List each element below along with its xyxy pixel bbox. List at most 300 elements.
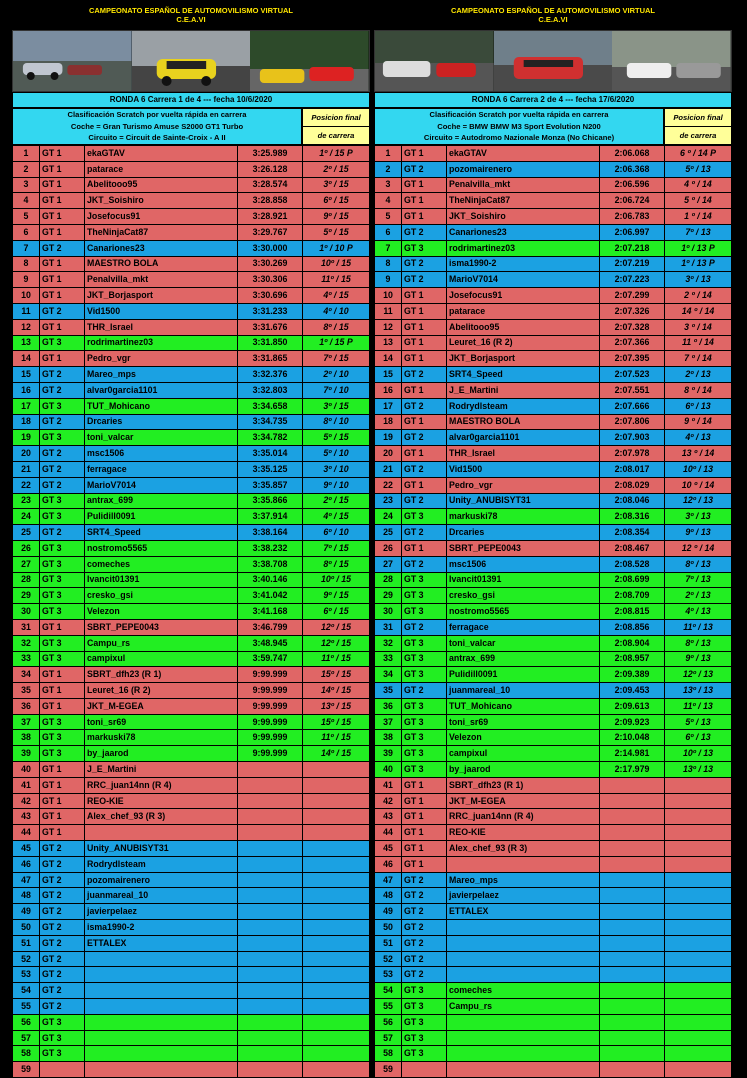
- table-row: [375, 588, 732, 604]
- lap-time: 2:07.978: [600, 446, 665, 462]
- table-row: [375, 856, 732, 872]
- driver-name: pozomairenero: [85, 872, 238, 888]
- table-row: [13, 240, 370, 256]
- final-position: 9 º / 14: [665, 414, 732, 430]
- final-position: 7 º / 14: [665, 351, 732, 367]
- race-label: de carrera: [317, 131, 355, 140]
- championship-name: CAMPEONATO ESPAÑOL DE AUTOMOVILISMO VIRTUAL: [450, 6, 656, 15]
- final-position: 4º / 13: [665, 430, 732, 446]
- final-position: [303, 983, 370, 999]
- driver-name: Drcaries: [85, 414, 238, 430]
- table-row: [375, 319, 732, 335]
- class-cell: GT 1: [40, 698, 85, 714]
- row-number: 57: [375, 1030, 402, 1046]
- lap-time: [238, 951, 303, 967]
- class-cell: GT 1: [40, 809, 85, 825]
- table-row: [375, 398, 732, 414]
- final-position: 11º / 13: [665, 698, 732, 714]
- final-position: 5º / 15: [303, 224, 370, 240]
- class-cell: GT 2: [402, 619, 447, 635]
- table-row: [13, 477, 370, 493]
- race-info-box: [12, 108, 302, 145]
- class-cell: GT 2: [40, 382, 85, 398]
- lap-time: 2:09.453: [600, 683, 665, 699]
- table-row: [13, 604, 370, 620]
- driver-name: [85, 999, 238, 1015]
- driver-name: patarace: [447, 303, 600, 319]
- final-position: [665, 825, 732, 841]
- table-row: [13, 272, 370, 288]
- class-cell: GT 1: [402, 777, 447, 793]
- row-number: 58: [375, 1046, 402, 1062]
- final-position: 10º / 15: [303, 256, 370, 272]
- lap-time: 3:34.735: [238, 414, 303, 430]
- row-number: 40: [375, 762, 402, 778]
- circuit-label: Circuito = Autodromo Nazionale Monza (No Chicane): [423, 133, 615, 143]
- table-row: [375, 572, 732, 588]
- lap-time: 3:35.866: [238, 493, 303, 509]
- lap-time: 2:06.596: [600, 177, 665, 193]
- class-cell: GT 2: [40, 477, 85, 493]
- driver-name: THR_Israel: [85, 319, 238, 335]
- final-position: [303, 967, 370, 983]
- class-cell: GT 3: [40, 540, 85, 556]
- class-cell: GT 2: [40, 951, 85, 967]
- class-cell: GT 1: [402, 856, 447, 872]
- driver-name: ETTALEX: [447, 904, 600, 920]
- table-row: [375, 762, 732, 778]
- driver-name: J_E_Martini: [447, 382, 600, 398]
- driver-name: [447, 1030, 600, 1046]
- final-position: 5º / 15: [303, 430, 370, 446]
- row-number: 13: [375, 335, 402, 351]
- lap-time: [600, 1046, 665, 1062]
- driver-name: [447, 935, 600, 951]
- table-row: [13, 382, 370, 398]
- driver-name: REO-KIE: [447, 825, 600, 841]
- table-row: [375, 604, 732, 620]
- row-number: 31: [13, 619, 40, 635]
- lap-time: 3:31.850: [238, 335, 303, 351]
- class-cell: GT 1: [402, 477, 447, 493]
- row-number: 45: [375, 841, 402, 857]
- lap-time: [600, 1062, 665, 1078]
- class-cell: GT 1: [40, 619, 85, 635]
- class-cell: GT 2: [402, 525, 447, 541]
- class-cell: GT 2: [40, 414, 85, 430]
- class-cell: GT 2: [40, 872, 85, 888]
- driver-name: J_E_Martini: [85, 762, 238, 778]
- class-cell: GT 2: [40, 367, 85, 383]
- row-number: 16: [13, 382, 40, 398]
- table-row: [375, 872, 732, 888]
- lap-time: 3:28.858: [238, 193, 303, 209]
- table-row: [375, 935, 732, 951]
- final-position: 6º / 10: [303, 525, 370, 541]
- final-position: 7º / 15: [303, 540, 370, 556]
- final-position: 2º / 13: [665, 588, 732, 604]
- class-cell: GT 1: [40, 793, 85, 809]
- lap-time: [238, 888, 303, 904]
- race-photo-2: [132, 31, 251, 91]
- class-cell: GT 1: [40, 683, 85, 699]
- table-row: [375, 272, 732, 288]
- row-number: 8: [375, 256, 402, 272]
- table-row: [13, 303, 370, 319]
- table-row: [375, 619, 732, 635]
- final-position: [665, 809, 732, 825]
- class-cell: GT 3: [402, 1014, 447, 1030]
- class-cell: GT 1: [40, 762, 85, 778]
- lap-time: [238, 999, 303, 1015]
- table-row: [375, 525, 732, 541]
- driver-name: [85, 1062, 238, 1078]
- final-position: 3º / 10: [303, 461, 370, 477]
- table-row: [375, 809, 732, 825]
- driver-name: JKT_M-EGEA: [85, 698, 238, 714]
- table-row: [13, 367, 370, 383]
- final-position: [665, 841, 732, 857]
- table-row: [375, 414, 732, 430]
- driver-name: [447, 967, 600, 983]
- class-cell: GT 1: [402, 146, 447, 162]
- driver-name: TUT_Mohicano: [85, 398, 238, 414]
- final-position: 9º / 10: [303, 477, 370, 493]
- row-number: 14: [13, 351, 40, 367]
- lap-time: 3:25.989: [238, 146, 303, 162]
- lap-time: [238, 793, 303, 809]
- row-number: 20: [375, 446, 402, 462]
- final-position: [665, 872, 732, 888]
- class-cell: GT 1: [40, 319, 85, 335]
- table-row: [375, 177, 732, 193]
- table-row: [375, 1014, 732, 1030]
- driver-name: [85, 983, 238, 999]
- class-cell: GT 2: [40, 856, 85, 872]
- final-position: [303, 825, 370, 841]
- class-cell: GT 2: [40, 240, 85, 256]
- row-number: 56: [375, 1014, 402, 1030]
- class-cell: GT 2: [40, 461, 85, 477]
- final-position: 13 º / 14: [665, 446, 732, 462]
- table-row: [375, 303, 732, 319]
- table-row: [13, 888, 370, 904]
- lap-time: 2:08.815: [600, 604, 665, 620]
- driver-name: JKT_M-EGEA: [447, 793, 600, 809]
- row-number: 51: [13, 935, 40, 951]
- row-number: 22: [13, 477, 40, 493]
- driver-name: Unity_ANUBISYT31: [85, 841, 238, 857]
- lap-time: 2:06.783: [600, 209, 665, 225]
- final-position: [303, 888, 370, 904]
- row-number: 36: [375, 698, 402, 714]
- row-number: 22: [375, 477, 402, 493]
- row-number: 32: [375, 635, 402, 651]
- driver-name: Alex_chef_93 (R 3): [85, 809, 238, 825]
- table-row: [375, 983, 732, 999]
- row-number: 3: [375, 177, 402, 193]
- final-position: [665, 999, 732, 1015]
- driver-name: Mareo_mps: [447, 872, 600, 888]
- lap-time: 2:07.223: [600, 272, 665, 288]
- final-position: 11º / 13: [665, 619, 732, 635]
- lap-time: [600, 809, 665, 825]
- table-row: [375, 904, 732, 920]
- lap-time: 2:09.923: [600, 714, 665, 730]
- driver-name: ferragace: [447, 619, 600, 635]
- class-cell: GT 1: [402, 809, 447, 825]
- class-cell: GT 3: [40, 588, 85, 604]
- final-position: 1º / 15 P: [303, 146, 370, 162]
- table-row: [13, 651, 370, 667]
- table-row: [375, 825, 732, 841]
- final-position: [303, 1046, 370, 1062]
- lap-time: 3:30.696: [238, 288, 303, 304]
- final-position: 2º / 10: [303, 367, 370, 383]
- driver-name: Josefocus91: [447, 288, 600, 304]
- lap-time: 2:07.806: [600, 414, 665, 430]
- lap-time: 2:08.029: [600, 477, 665, 493]
- lap-time: [238, 935, 303, 951]
- driver-name: [85, 1014, 238, 1030]
- driver-name: toni_sr69: [85, 714, 238, 730]
- class-cell: GT 2: [402, 683, 447, 699]
- lap-time: 2:08.699: [600, 572, 665, 588]
- class-cell: GT 3: [40, 398, 85, 414]
- table-row: [375, 288, 732, 304]
- class-cell: GT 2: [402, 888, 447, 904]
- final-position: 11º / 15: [303, 730, 370, 746]
- lap-time: 3:38.708: [238, 556, 303, 572]
- final-position: [303, 793, 370, 809]
- race-photo-1: [13, 31, 132, 91]
- class-cell: GT 3: [40, 572, 85, 588]
- row-number: 58: [13, 1046, 40, 1062]
- class-cell: GT 3: [40, 604, 85, 620]
- final-position: 13º / 13: [665, 683, 732, 699]
- table-row: [13, 635, 370, 651]
- row-number: 3: [13, 177, 40, 193]
- final-position: [665, 777, 732, 793]
- row-number: 21: [375, 461, 402, 477]
- table-row: [375, 635, 732, 651]
- row-number: 56: [13, 1014, 40, 1030]
- final-position: 10º / 13: [665, 461, 732, 477]
- race-photos: [12, 30, 370, 92]
- driver-name: javierpelaez: [447, 888, 600, 904]
- class-cell: GT 3: [40, 714, 85, 730]
- class-cell: GT 2: [40, 920, 85, 936]
- lap-time: [600, 904, 665, 920]
- row-number: 41: [375, 777, 402, 793]
- final-position: 7º / 15: [303, 351, 370, 367]
- final-position: 8º / 13: [665, 635, 732, 651]
- final-position: 12º / 15: [303, 635, 370, 651]
- row-number: 20: [13, 446, 40, 462]
- row-number: 1: [375, 146, 402, 162]
- class-cell: GT 3: [402, 588, 447, 604]
- final-position: [303, 809, 370, 825]
- table-row: [13, 983, 370, 999]
- class-cell: GT 1: [402, 351, 447, 367]
- lap-time: 2:06.068: [600, 146, 665, 162]
- row-number: 15: [375, 367, 402, 383]
- driver-name: pozomairenero: [447, 161, 600, 177]
- row-number: 5: [13, 209, 40, 225]
- race2-panel: [374, 0, 732, 1078]
- row-number: 34: [13, 667, 40, 683]
- driver-name: antrax_699: [447, 651, 600, 667]
- row-number: 39: [375, 746, 402, 762]
- table-row: [375, 461, 732, 477]
- lap-time: 3:31.865: [238, 351, 303, 367]
- lap-time: 3:26.128: [238, 161, 303, 177]
- class-cell: GT 2: [40, 525, 85, 541]
- final-position: 7º / 13: [665, 572, 732, 588]
- race-photo-1: [375, 31, 494, 91]
- class-cell: GT 1: [402, 446, 447, 462]
- lap-time: [600, 951, 665, 967]
- row-number: 46: [375, 856, 402, 872]
- final-position: [665, 920, 732, 936]
- lap-time: [238, 904, 303, 920]
- final-position: 11º / 15: [303, 651, 370, 667]
- lap-time: 2:07.299: [600, 288, 665, 304]
- race-info: [374, 108, 732, 145]
- driver-name: Campu_rs: [85, 635, 238, 651]
- driver-name: Pulidill0091: [85, 509, 238, 525]
- lap-time: 3:59.747: [238, 651, 303, 667]
- driver-name: rodrimartinez03: [85, 335, 238, 351]
- lap-time: 2:07.218: [600, 240, 665, 256]
- race-photo-2: [494, 31, 613, 91]
- row-number: 38: [13, 730, 40, 746]
- row-number: 29: [375, 588, 402, 604]
- driver-name: Campu_rs: [447, 999, 600, 1015]
- driver-name: Ivancit01391: [85, 572, 238, 588]
- final-position: [665, 1014, 732, 1030]
- table-row: [375, 920, 732, 936]
- row-number: 4: [375, 193, 402, 209]
- final-position: 11º / 15: [303, 272, 370, 288]
- class-cell: GT 3: [40, 493, 85, 509]
- driver-name: markuski78: [85, 730, 238, 746]
- row-number: 34: [375, 667, 402, 683]
- row-number: 37: [13, 714, 40, 730]
- classification-label: Clasificación Scratch por vuelta rápida en carrera: [429, 110, 609, 119]
- table-row: [13, 398, 370, 414]
- lap-time: [600, 999, 665, 1015]
- table-row: [13, 698, 370, 714]
- class-cell: GT 1: [40, 146, 85, 162]
- row-number: 27: [13, 556, 40, 572]
- class-cell: GT 1: [40, 272, 85, 288]
- driver-name: cresko_gsi: [447, 588, 600, 604]
- row-number: 43: [13, 809, 40, 825]
- final-position: 9º / 15: [303, 588, 370, 604]
- final-position: 7º / 10: [303, 382, 370, 398]
- final-position: [665, 951, 732, 967]
- lap-time: [238, 809, 303, 825]
- final-position: 12º / 15: [303, 619, 370, 635]
- driver-name: campixul: [85, 651, 238, 667]
- lap-time: 3:30.000: [238, 240, 303, 256]
- final-position: 8 º / 14: [665, 382, 732, 398]
- final-position: 4º / 15: [303, 288, 370, 304]
- class-cell: GT 2: [402, 920, 447, 936]
- table-row: [13, 177, 370, 193]
- class-cell: GT 1: [40, 288, 85, 304]
- driver-name: TheNinjaCat87: [85, 224, 238, 240]
- driver-name: by_jaarod: [447, 762, 600, 778]
- final-position: 6º / 13: [665, 730, 732, 746]
- driver-name: toni_valcar: [85, 430, 238, 446]
- lap-time: [600, 888, 665, 904]
- lap-time: 3:32.376: [238, 367, 303, 383]
- final-position: [303, 935, 370, 951]
- final-position: [303, 1062, 370, 1078]
- class-cell: GT 3: [402, 667, 447, 683]
- final-position: 13º / 15: [303, 698, 370, 714]
- driver-name: [447, 1014, 600, 1030]
- final-position: [303, 1014, 370, 1030]
- row-number: 27: [375, 556, 402, 572]
- final-position: 3º / 13: [665, 509, 732, 525]
- driver-name: Pedro_vgr: [447, 477, 600, 493]
- final-position: 10 º / 14: [665, 477, 732, 493]
- table-row: [375, 367, 732, 383]
- lap-time: [238, 872, 303, 888]
- row-number: 32: [13, 635, 40, 651]
- row-number: 17: [13, 398, 40, 414]
- class-cell: GT 1: [40, 256, 85, 272]
- lap-time: [600, 841, 665, 857]
- table-row: [375, 730, 732, 746]
- class-cell: GT 1: [402, 382, 447, 398]
- row-number: 55: [375, 999, 402, 1015]
- row-number: 39: [13, 746, 40, 762]
- driver-name: SRT4_Speed: [85, 525, 238, 541]
- driver-name: SBRT_dfh23 (R 1): [85, 667, 238, 683]
- driver-name: Abelitooo95: [85, 177, 238, 193]
- table-row: [13, 588, 370, 604]
- class-cell: [40, 1062, 85, 1078]
- row-number: 1: [13, 146, 40, 162]
- class-cell: GT 2: [40, 967, 85, 983]
- lap-time: 9:99.999: [238, 683, 303, 699]
- driver-name: rodrimartinez03: [447, 240, 600, 256]
- lap-time: 3:37.914: [238, 509, 303, 525]
- final-position: 6 º / 14 P: [665, 146, 732, 162]
- table-row: [13, 809, 370, 825]
- lap-time: [238, 856, 303, 872]
- lap-time: [600, 1030, 665, 1046]
- driver-name: Unity_ANUBISYT31: [447, 493, 600, 509]
- class-cell: GT 2: [402, 430, 447, 446]
- row-number: 50: [375, 920, 402, 936]
- row-number: 18: [375, 414, 402, 430]
- row-number: 53: [13, 967, 40, 983]
- final-position: [665, 888, 732, 904]
- lap-time: 3:28.921: [238, 209, 303, 225]
- row-number: 46: [13, 856, 40, 872]
- row-number: 8: [13, 256, 40, 272]
- lap-time: 3:35.125: [238, 461, 303, 477]
- classification-label: Clasificación Scratch por vuelta rápida en carrera: [67, 110, 247, 119]
- table-row: [375, 714, 732, 730]
- lap-time: [600, 935, 665, 951]
- table-row: [13, 1014, 370, 1030]
